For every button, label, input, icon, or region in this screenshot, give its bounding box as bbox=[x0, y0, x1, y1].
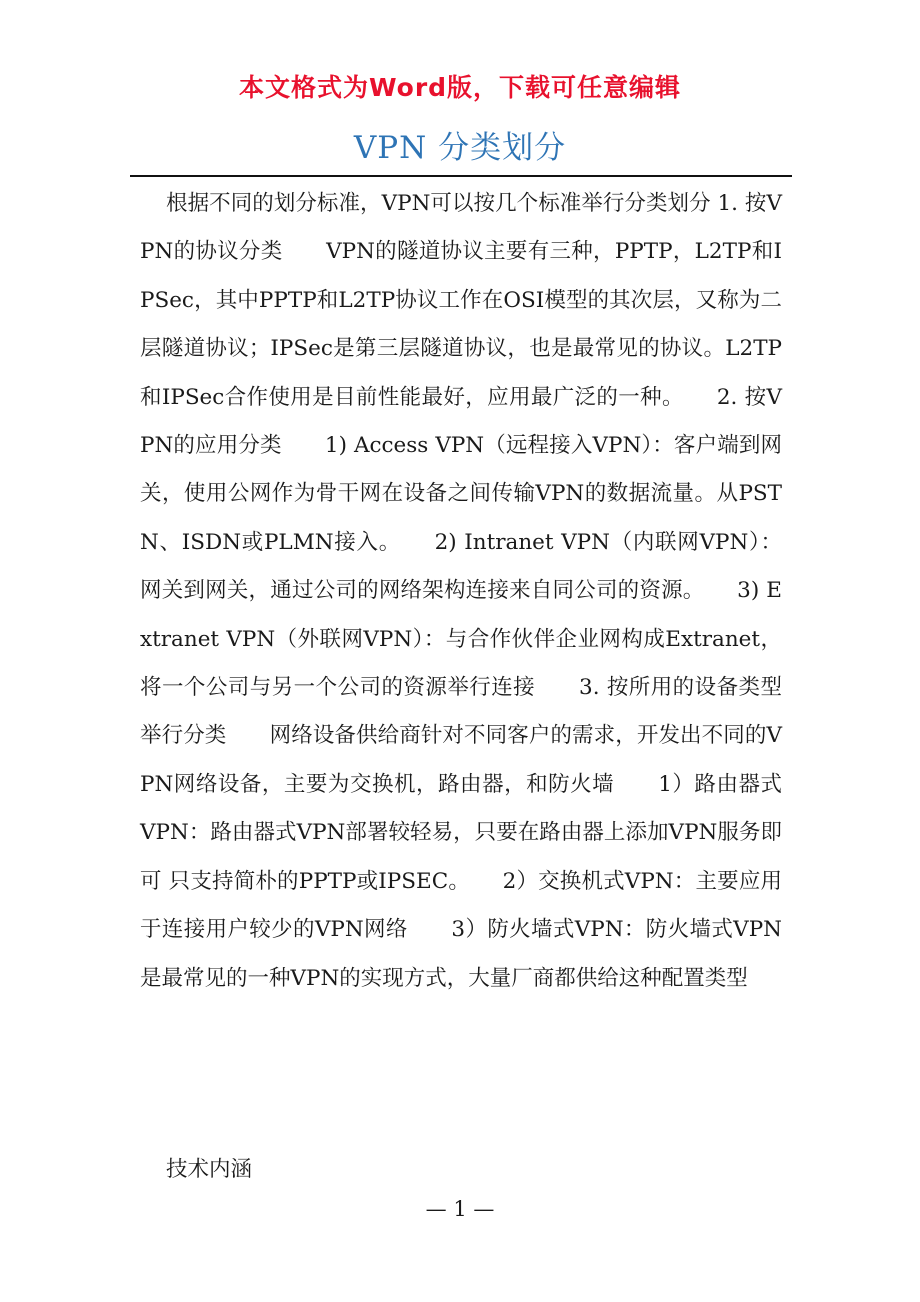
section-heading: 技术内涵 bbox=[166, 1157, 253, 1182]
page-number: — 1 — bbox=[425, 1197, 495, 1221]
title-divider bbox=[130, 175, 792, 177]
page-title: VPN 分类划分 bbox=[353, 130, 567, 166]
download-banner: 本文格式为Word版，下载可任意编辑 bbox=[238, 73, 682, 102]
body-text: 根据不同的划分标准，VPN可以按几个标准举行分类划分 1. 按VPN的协议分类 VPN的隧道协议主要有三种，PPTP，L2TP和IPSec，其中PPTP和L2TP协议工作在OSI模型的其次层，又称为二层隧道协议；IPSec是第三层隧道协议，也是最常见的协议。L2TP和IPSec合作使用是目前性能最好，应用最广泛的一种。 2. 按VPN的应用分类 1) Access VPN（远程接入VPN）：客户端到网关，使用公网作为骨干网在设备之间传输VPN的数据流量。从PSTN、ISDN或PLMN接入。 2) Intranet VPN（内联网VPN）：网关到网关，通过公司的网络架构连接来自同公司的资源。 3) Extranet VPN（外联网VPN）：与合作伙伴企业网构成Extranet，将一个公司与另一个公司的资源举行连接 3. 按所用的设备类型举行分类 网络设备供给商针对不同客户的需求，开发出不同的VPN网络设备，主要为交换机，路由器，和防火墙 1）路由器式VPN：路由器式VPN部署较轻易，只要在路由器上添加VPN服务即可 只支持简朴的PPTP或IPSEC。 2）交换机式VPN：主要应用于连接用户较少的VPN网络 3）防火墙式VPN：防火墙式VPN是最常见的一种VPN的实现方式，大量厂商都供给这种配置类型 bbox=[140, 191, 782, 991]
body-paragraph bbox=[140, 180, 782, 1003]
